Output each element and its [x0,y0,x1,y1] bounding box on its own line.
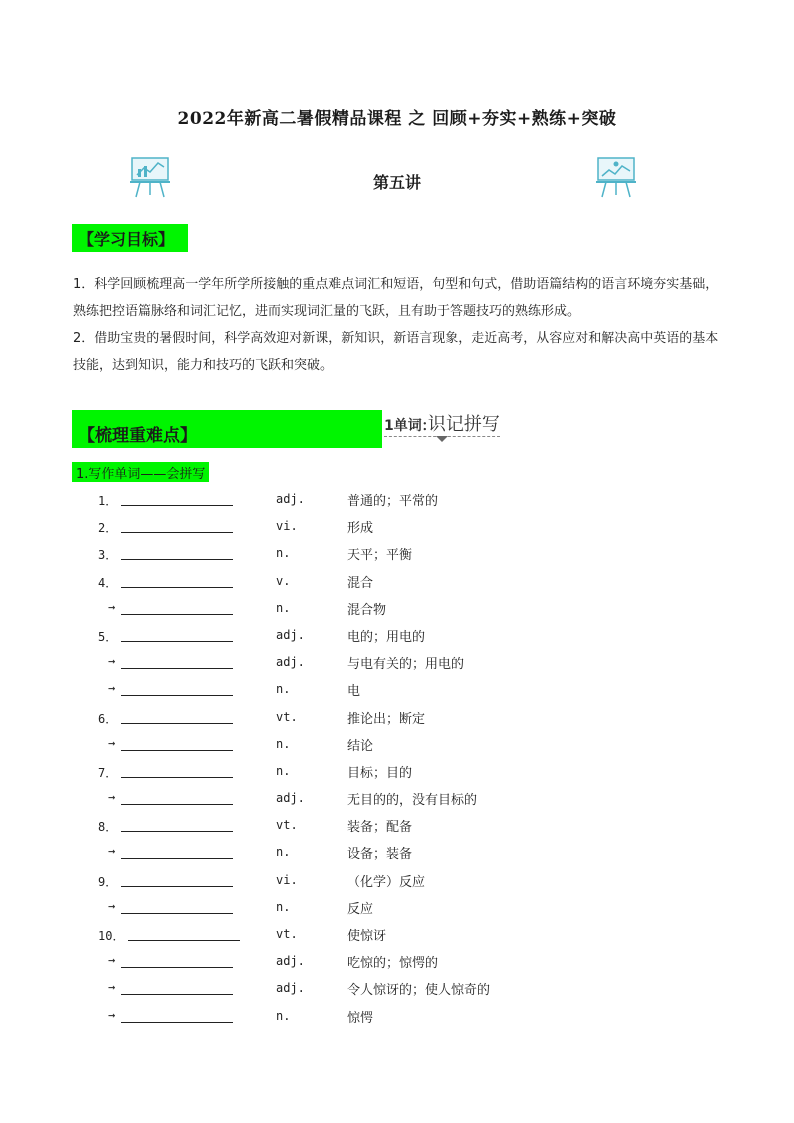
vocab-row [0,648,794,675]
vocab-row [0,1002,794,1029]
meaning: 混合物 [347,602,387,618]
answer-blank[interactable] [121,614,233,615]
vocab-row [0,621,794,648]
part-of-speech: n. [276,682,291,697]
vocab-number: 3． [98,548,118,563]
part-of-speech: vt. [276,709,298,724]
word-hint-bold: 单词 [393,418,422,434]
meaning: 天平；平衡 [347,548,413,564]
vocab-row [0,594,794,621]
objectives-heading: 【学习目标】 [72,224,188,252]
meaning: 结论 [347,738,374,754]
word-hint-label: :识记拼写 [421,414,500,435]
part-of-speech: vi. [276,519,298,534]
meaning: 与电有关的；用电的 [347,657,465,673]
answer-blank[interactable] [121,777,233,778]
answer-blank[interactable] [121,886,233,887]
meaning: 混合 [347,575,374,591]
part-of-speech: vt. [276,927,298,941]
part-of-speech: n. [276,763,291,778]
arrow-icon: → [108,681,116,696]
part-of-speech: adj. [276,655,305,670]
part-of-speech: n. [276,736,291,751]
lecture-title: 第五讲 [372,173,421,192]
meaning: 电的；用电的 [347,629,426,645]
vocab-number: 6． [98,711,118,726]
part-of-speech: n. [276,546,291,561]
vocab-row [0,866,794,893]
answer-blank[interactable] [121,505,233,506]
meaning: 反应 [347,901,374,917]
answer-blank[interactable] [121,641,233,642]
meaning: （化学）反应 [347,874,426,890]
part-of-speech: adj. [276,954,305,969]
meaning: 惊愕 [347,1010,374,1026]
arrow-icon: → [108,1007,116,1022]
word-hint [384,410,500,436]
vocab-row [0,485,794,512]
answer-blank[interactable] [121,559,233,560]
vocab-row [0,920,794,947]
vocab-number: 9． [98,874,118,889]
vocab-row [0,675,794,702]
vocab-row [0,730,794,757]
part-of-speech: adj. [276,981,305,996]
vocab-row [0,703,794,730]
answer-blank[interactable] [121,967,233,968]
vocab-number: 4． [98,575,118,590]
presentation-board-icon [594,155,638,199]
vocab-row [0,974,794,1001]
section-label: 1.写作单词——会拼写 [72,462,209,482]
part-of-speech: adj. [276,627,305,642]
word-hint-text [384,414,500,437]
arrow-icon: → [108,599,116,614]
word-hint-num: 1 [384,418,394,434]
part-of-speech: n. [276,1008,291,1023]
answer-blank[interactable] [121,695,233,696]
part-of-speech: vi. [276,872,298,887]
meaning: 目标；目的 [347,765,413,781]
answer-blank[interactable] [121,831,233,832]
answer-blank[interactable] [121,913,233,914]
part-of-speech: v. [276,573,291,588]
part-of-speech: n. [276,845,291,860]
vocab-row [0,784,794,811]
vocab-row [0,811,794,838]
meaning: 吃惊的；惊愕的 [347,956,439,972]
caret-down-icon [436,436,448,442]
answer-blank[interactable] [121,804,233,805]
answer-blank[interactable] [121,587,233,588]
meaning: 装备；配备 [347,820,413,836]
arrow-icon: → [108,844,116,859]
arrow-icon: → [108,980,116,995]
vocab-number: 2． [98,521,118,536]
vocab-number: 8． [98,820,118,835]
arrow-icon: → [108,654,116,669]
arrow-icon: → [108,735,116,750]
vocab-number: 1． [98,494,118,508]
vocab-row [0,567,794,594]
vocab-row [0,893,794,920]
arrow-icon: → [108,953,116,968]
meaning: 设备；装备 [347,847,413,863]
meaning: 普通的；平常的 [347,494,439,509]
vocab-row [0,757,794,784]
part-of-speech: vt. [276,818,298,833]
meaning: 使惊讶 [347,929,387,944]
vocab-list [0,485,794,1029]
meaning: 令人惊讶的；使人惊奇的 [347,983,491,999]
answer-blank[interactable] [121,532,233,533]
meaning: 电 [347,684,361,700]
vocab-number: 5． [98,629,118,644]
vocab-row [0,947,794,974]
objective-item-2: 2．借助宝贵的暑假时间，科学高效迎对新课，新知识，新语言现象，走近高考，从容应对和解决高中英语的基本技能，达到知识，能力和技巧的飞跃和突破。 [73,331,719,373]
keypoints-heading: 【梳理重难点】 [72,410,382,448]
page-title: 2022年新高二暑假精品课程 之 回顾+夯实+熟练+突破 [177,109,617,129]
vocab-number: 10． [98,929,125,943]
vocab-row [0,512,794,539]
objective-item-1: 1．科学回顾梳理高一学年所学所接触的重点难点词汇和短语，句型和句式，借助语篇结构的语言环境夯实基础，熟练把控语篇脉络和词汇记忆，进而实现词汇量的飞跃，且有助于答题技巧的熟练形成。 [73,277,719,319]
part-of-speech: adj. [276,791,305,806]
answer-blank[interactable] [121,994,233,995]
answer-blank[interactable] [128,940,240,941]
arrow-icon: → [108,898,116,913]
answer-blank[interactable] [121,723,233,724]
part-of-speech: adj. [276,492,305,506]
vocab-number: 7． [98,765,118,780]
meaning: 形成 [347,521,374,537]
answer-blank[interactable] [121,1022,233,1023]
answer-blank[interactable] [121,668,233,669]
answer-blank[interactable] [121,858,233,859]
vocab-row [0,838,794,865]
meaning: 无目的的，没有目标的 [347,793,478,809]
part-of-speech: n. [276,600,291,615]
arrow-icon: → [108,790,116,805]
answer-blank[interactable] [121,750,233,751]
meaning: 推论出；断定 [347,711,426,727]
vocab-row [0,539,794,566]
part-of-speech: n. [276,899,291,914]
